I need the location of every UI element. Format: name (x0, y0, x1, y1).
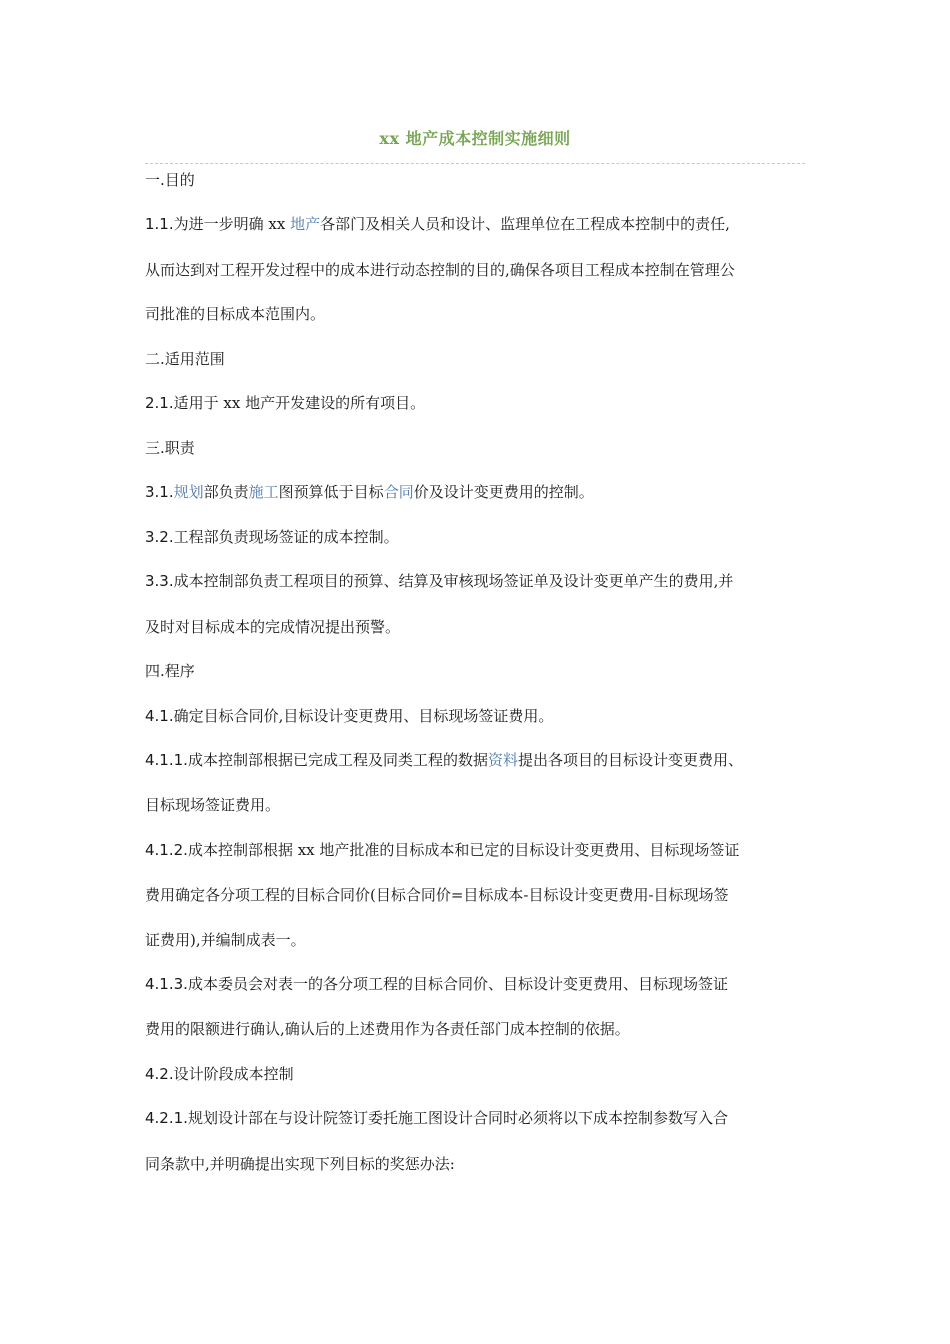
clause-number: 3.1. (145, 483, 174, 501)
clause-number: 4.1.1. (145, 751, 188, 769)
clause-number: 3.3. (145, 572, 174, 590)
clause-text: 提出各项目的目标设计变更费用、 (517, 751, 743, 769)
clause-number: 3.2. (145, 528, 174, 546)
clause-text: 适用于 xx 地产开发建设的所有项目。 (173, 394, 426, 412)
paragraph-4-1-3-line-2: 费用的限额进行确认,确认后的上述费用作为各责任部门成本控制的依据。 (145, 1020, 630, 1038)
paragraph-4-2 (145, 1064, 807, 1084)
paragraph-4-1-1-line-1 (145, 750, 807, 770)
link-materials[interactable]: 资料 (487, 751, 518, 769)
paragraph-4-1-3-line-1 (145, 974, 807, 994)
clause-text: 设计阶段成本控制 (173, 1065, 294, 1083)
clause-number: 4.2. (145, 1065, 174, 1083)
clause-text: 成本委员会对表一的各分项工程的目标合同价、目标设计变更费用、目标现场签证 (187, 975, 728, 993)
link-construction[interactable]: 施工 (248, 483, 279, 501)
paragraph-3-3-line-1 (145, 571, 807, 591)
paragraph-4-1-2-line-2: 费用确定各分项工程的目标合同价(目标合同价=目标成本-目标设计变更费用-目标现场签 (145, 886, 729, 904)
section-heading-purpose: 一.目的 (145, 171, 195, 189)
clause-number: 4.2.1. (145, 1109, 188, 1127)
section-heading-scope: 二.适用范围 (145, 350, 225, 368)
clause-number: 1.1. (145, 215, 174, 233)
paragraph-1-1-line-1 (145, 214, 807, 234)
paragraph-4-1-2-line-1 (145, 840, 807, 860)
clause-text: 成本控制部根据 xx 地产批准的目标成本和已定的目标设计变更费用、目标现场签证 (187, 841, 740, 859)
clause-number: 2.1. (145, 394, 174, 412)
paragraph-4-1-2-line-3: 证费用),并编制成表一。 (145, 931, 306, 949)
paragraph-4-2-1-line-2: 同条款中,并明确提出实现下列目标的奖惩办法: (145, 1155, 455, 1173)
paragraph-4-1-1-line-2: 目标现场签证费用。 (145, 796, 281, 814)
document-title: xx 地产成本控制实施细则 (379, 129, 571, 148)
clause-text: 为进一步明确 xx (173, 215, 291, 233)
clause-text: 图预算低于目标 (278, 483, 384, 501)
clause-number: 4.1. (145, 707, 174, 725)
clause-text: 部负责 (203, 483, 249, 501)
clause-text: 价及设计变更费用的控制。 (413, 483, 594, 501)
paragraph-3-2 (145, 527, 807, 547)
paragraph-3-3-line-2: 及时对目标成本的完成情况提出预警。 (145, 618, 401, 636)
link-real-estate[interactable]: 地产 (290, 215, 321, 233)
clause-text: 确定目标合同价,目标设计变更费用、目标现场签证费用。 (173, 707, 554, 725)
clause-text: 各部门及相关人员和设计、监理单位在工程成本控制中的责任, (320, 215, 730, 233)
section-heading-procedure: 四.程序 (145, 662, 195, 680)
link-planning[interactable]: 规划 (173, 483, 204, 501)
paragraph-3-1 (145, 482, 807, 502)
clause-text: 成本控制部根据已完成工程及同类工程的数据 (187, 751, 488, 769)
clause-text: 工程部负责现场签证的成本控制。 (173, 528, 399, 546)
paragraph-4-2-1-line-1 (145, 1108, 807, 1128)
paragraph-1-1-line-2: 从而达到对工程开发过程中的成本进行动态控制的目的,确保各项目工程成本控制在管理公 (145, 261, 735, 279)
paragraph-1-1-line-3: 司批准的目标成本范围内。 (145, 305, 326, 323)
paragraph-2-1 (145, 393, 807, 413)
clause-number: 4.1.3. (145, 975, 188, 993)
section-heading-responsibilities: 三.职责 (145, 439, 195, 457)
clause-text: 成本控制部负责工程项目的预算、结算及审核现场签证单及设计变更单产生的费用,并 (173, 572, 734, 590)
title-divider (145, 163, 805, 164)
paragraph-4-1 (145, 706, 807, 726)
clause-text: 规划设计部在与设计院签订委托施工图设计合同时必须将以下成本控制参数写入合 (187, 1109, 728, 1127)
link-contract[interactable]: 合同 (383, 483, 414, 501)
clause-number: 4.1.2. (145, 841, 188, 859)
